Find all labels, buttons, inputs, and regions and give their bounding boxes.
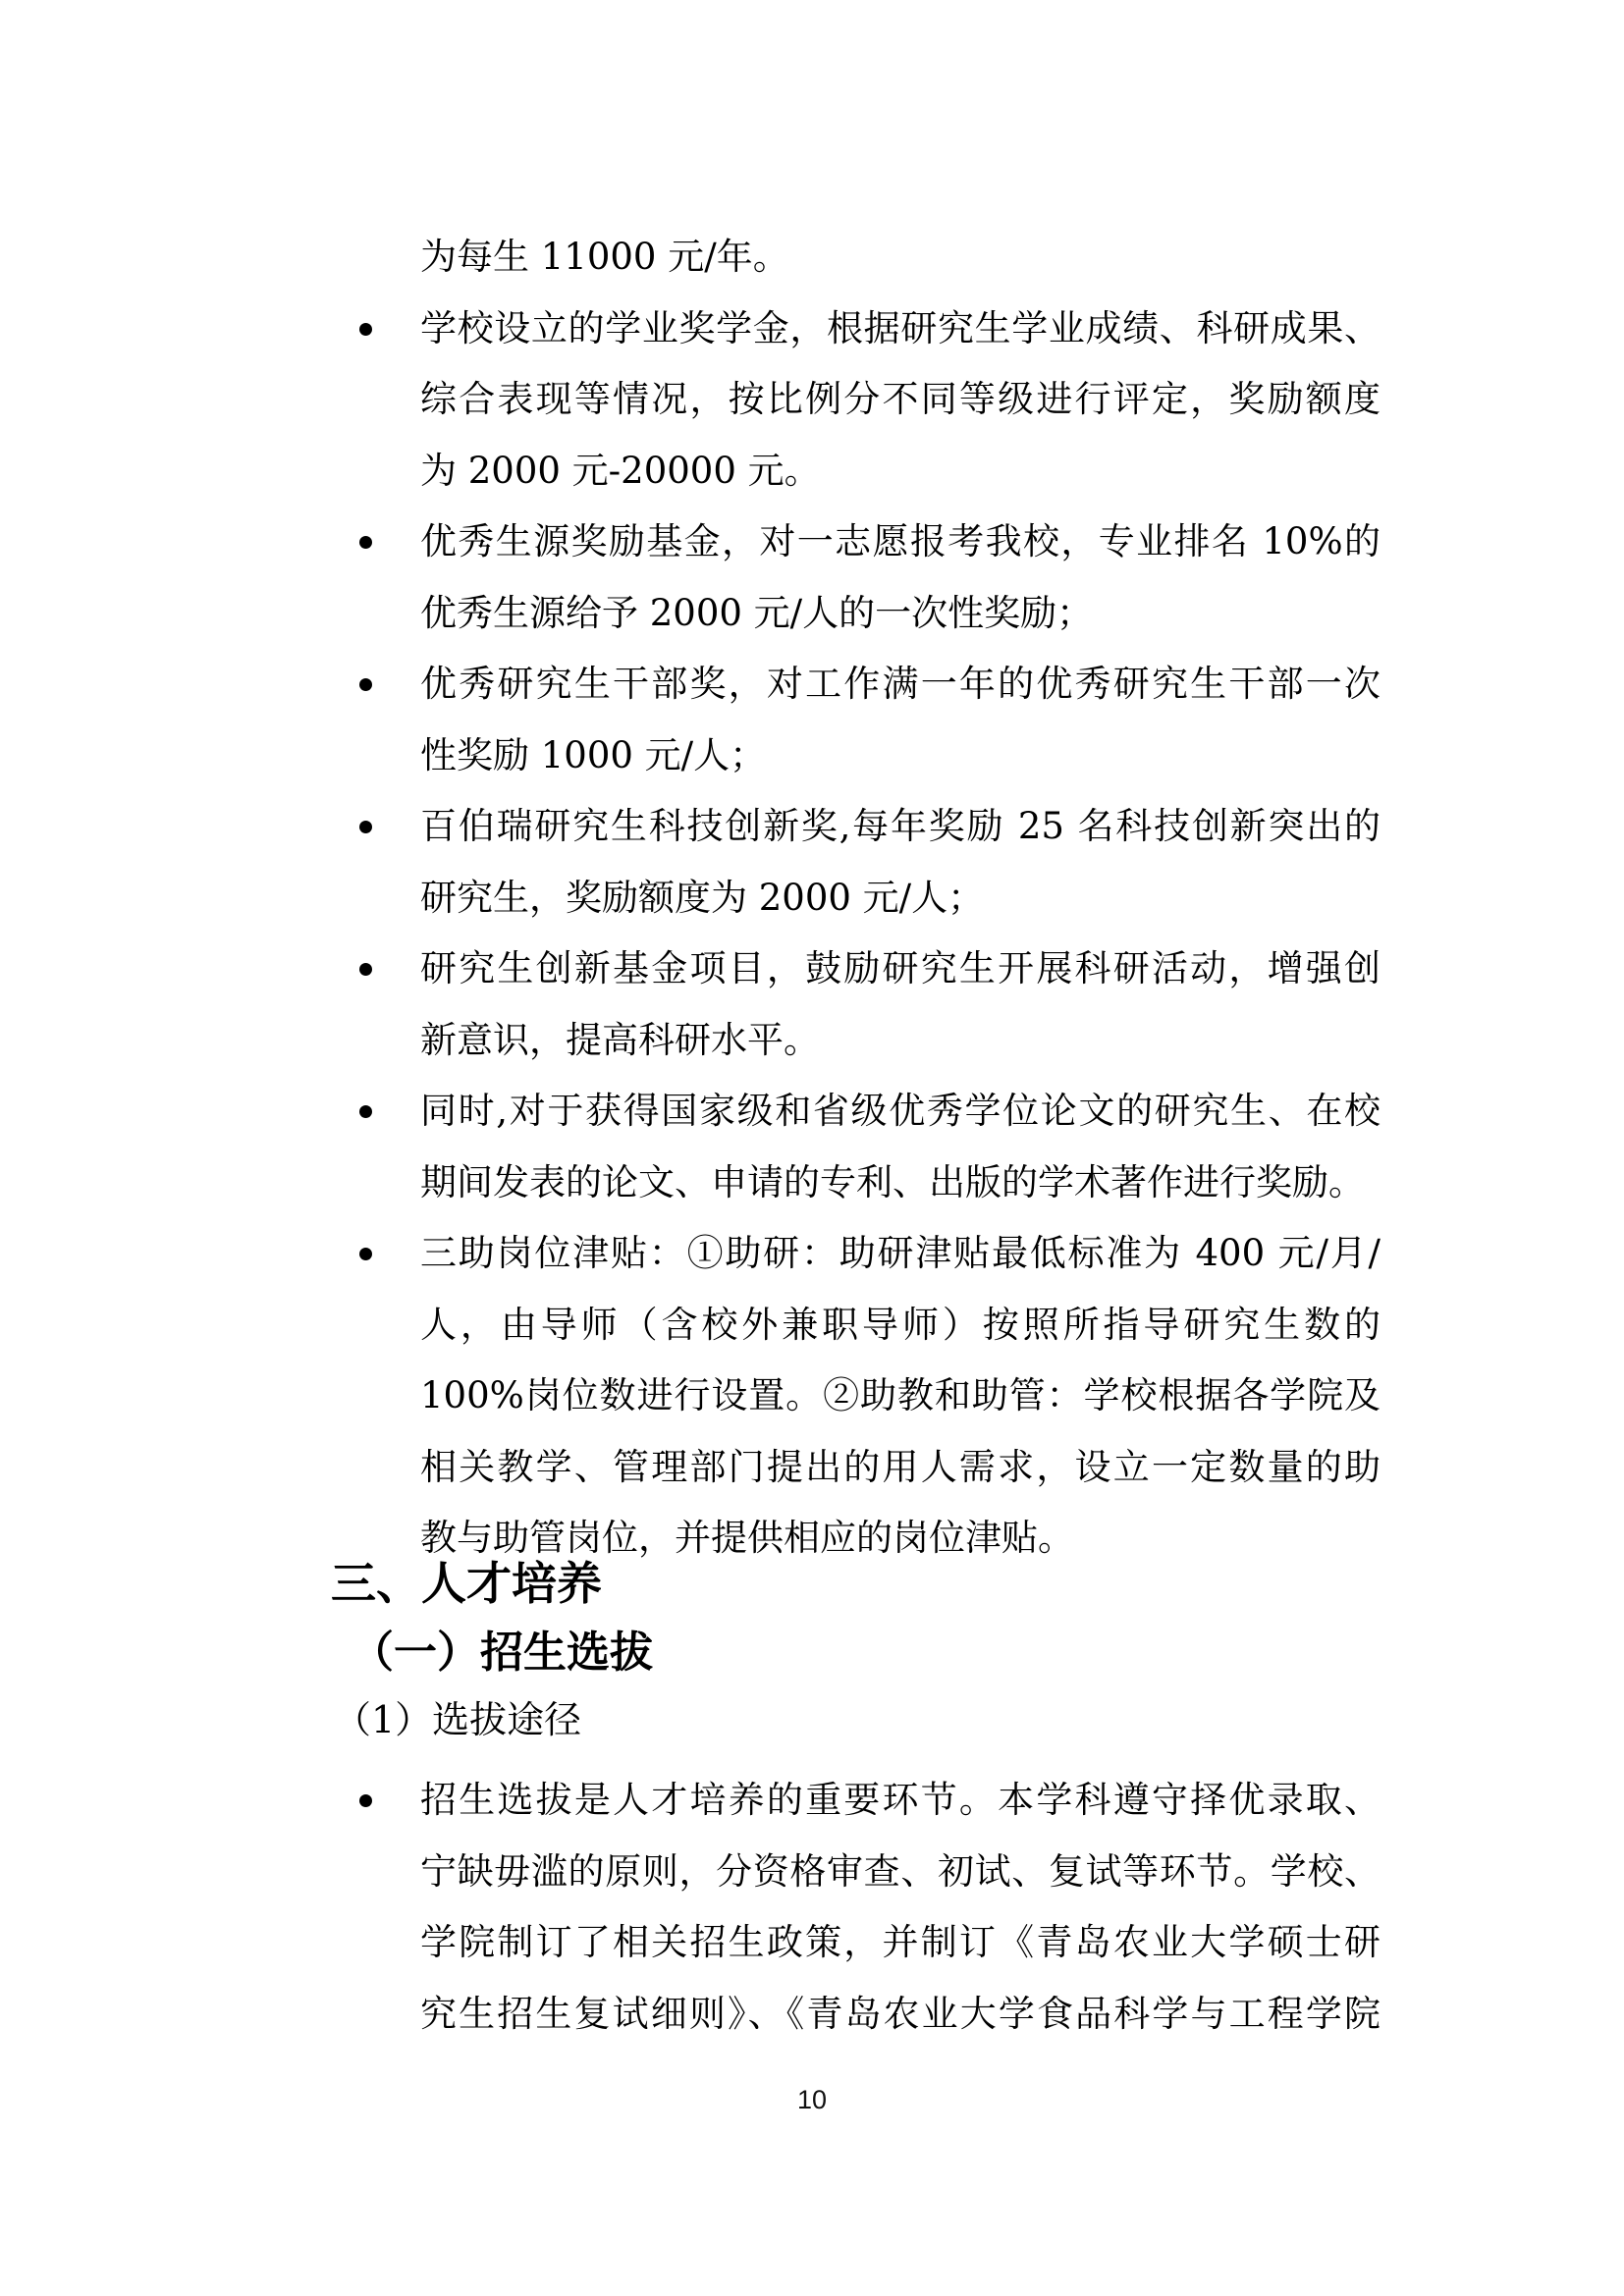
body-line: 优秀生源给予 2000 元/人的一次性奖励； [420, 591, 1094, 634]
body-line: 招生选拔是人才培养的重要环节。本学科遵守择优录取、 [420, 1779, 1380, 1821]
body-line: 百伯瑞研究生科技创新奖,每年奖励 25 名科技创新突出的 [420, 805, 1380, 847]
body-text-block [420, 1765, 1380, 2050]
body-line: 人，由导师（含校外兼职导师）按照所指导研究生数的 [420, 1303, 1380, 1346]
bullet-icon [359, 1248, 372, 1260]
body-line: 究生招生复试细则》、《青岛农业大学食品科学与工程学院 [420, 1992, 1380, 2035]
bullet-icon [359, 323, 372, 336]
body-line: 研究生，奖励额度为 2000 元/人； [420, 876, 985, 919]
body-line: 三助岗位津贴：①助研：助研津贴最低标准为 400 元/月/ [420, 1232, 1380, 1274]
bullet-item [420, 507, 1380, 649]
body-line: 综合表现等情况，按比例分不同等级进行评定，奖励额度 [420, 378, 1380, 420]
bullet-icon [359, 678, 372, 691]
body-line: 优秀生源奖励基金，对一志愿报考我校，专业排名 10%的 [420, 520, 1380, 562]
bullet-item [420, 294, 1380, 507]
subsection-heading: （一）招生选拔 [351, 1628, 653, 1678]
body-line: 性奖励 1000 元/人； [420, 733, 767, 776]
bullet-item [420, 649, 1380, 791]
bullet-item [420, 934, 1380, 1076]
bullet-item [420, 1218, 1380, 1575]
body-line: 优秀研究生干部奖，对工作满一年的优秀研究生干部一次 [420, 663, 1380, 705]
bullet-item [420, 791, 1380, 934]
body-line: 相关教学、管理部门提出的用人需求，设立一定数量的助 [420, 1445, 1380, 1488]
bullet-icon [359, 1794, 372, 1807]
bullet-icon [359, 536, 372, 549]
continuation-line: 为每生 11000 元/年。 [420, 236, 789, 278]
body-line: 教与助管岗位，并提供相应的岗位津贴。 [420, 1517, 1074, 1559]
list-label: （1）选拔途径 [334, 1698, 582, 1741]
body-line: 为 2000 元-20000 元。 [420, 449, 821, 492]
body-line: 期间发表的论文、申请的专利、出版的学术著作进行奖励。 [420, 1160, 1365, 1203]
body-line: 研究生创新基金项目，鼓励研究生开展科研活动，增强创 [420, 947, 1380, 989]
body-line: 学院制订了相关招生政策，并制订《青岛农业大学硕士研 [420, 1921, 1380, 1963]
bullet-icon [359, 963, 372, 976]
bullet-icon [359, 821, 372, 833]
body-line: 100%岗位数进行设置。②助教和助管：学校根据各学院及 [420, 1374, 1380, 1416]
bullet-icon [359, 1105, 372, 1118]
body-line: 宁缺毋滥的原则，分资格审查、初试、复试等环节。学校、 [420, 1849, 1380, 1893]
body-line: 学校设立的学业奖学金，根据研究生学业成绩、科研成果、 [420, 306, 1380, 349]
bullet-item [420, 1765, 1380, 2050]
bullet-item [420, 1076, 1380, 1218]
page-number: 10 [796, 2085, 828, 2114]
body-line: 新意识，提高科研水平。 [420, 1018, 820, 1061]
body-text-block [420, 222, 1380, 1575]
section-heading: 三、人才培养 [331, 1557, 602, 1610]
body-line: 同时,对于获得国家级和省级优秀学位论文的研究生、在校 [420, 1090, 1380, 1132]
